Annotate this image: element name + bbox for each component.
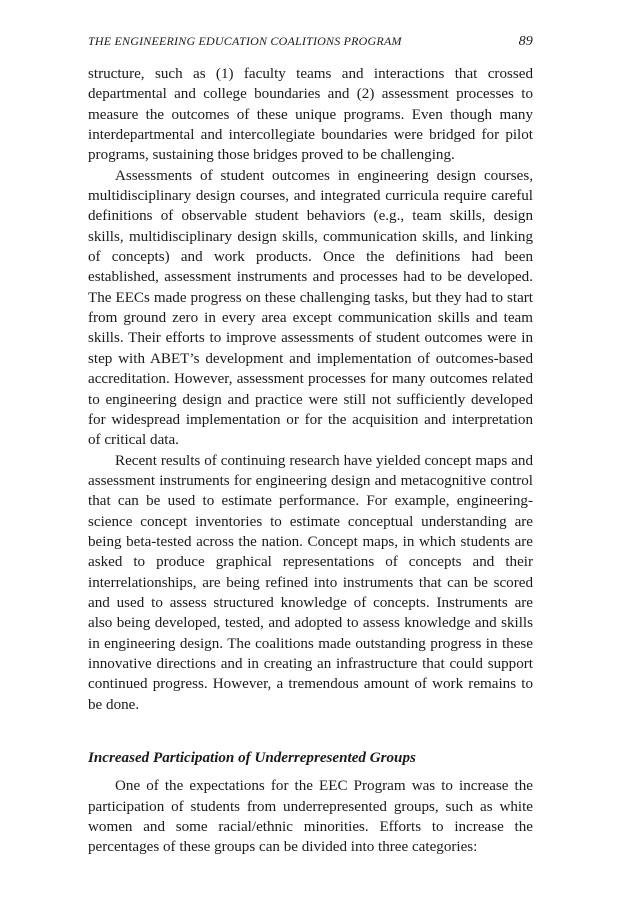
paragraph-recent-results: Recent results of continuing research have yielded concept maps and assessment instruments for engineering design and metacognitive control that can be used to estimate performance. For example, engineering-science concept inventories to estimate conceptual understanding are being beta-tested across the nation. Concept maps, in which students are asked to produce graphical representations of concepts and their interrelationships, are being refined into instruments that can be scored and used to assess structured knowledge of concepts. Instruments are also being developed, tested, and adopted to assess knowledge and skills in engineering design. The coalitions made outstanding progress in these innovative directions and in creating an infrastructure that could support continued progress. However, a tremendous amount of work remains to be done. [88, 452, 533, 713]
body-text [88, 64, 533, 858]
paragraph-assessments: Assessments of student outcomes in engineering design courses, multidisciplinary design courses, and integrated curricula require careful definitions of observable student behaviors (e.g., team skills, design skills, multidisciplinary design skills, communication skills, and linking of concepts) and work products. Once the definitions had been established, assessment instruments and processes had to be developed. The EECs made progress on these challenging tasks, but they had to start from ground zero in every area except communication skills and team skills. Their efforts to improve assessments of student outcomes were in step with ABET’s development and implementation of outcomes-based accreditation. However, assessment processes for many outcomes related to engineering design and practice were still not sufficiently developed for widespread implementation or for the acquisition and interpretation of critical data. [88, 167, 533, 449]
page-number: 89 [518, 34, 533, 49]
paragraph-participation: One of the expectations for the EEC Program was to increase the participation of students from underrepresented groups, such as white women and some racial/ethnic minorities. Efforts to increase the percentages of these groups can be divided into three categories: [88, 778, 533, 856]
section-heading: Increased Participation of Underrepresented Groups [88, 750, 416, 766]
paragraph-continued: structure, such as (1) faculty teams and interactions that crossed departmental and college boundaries and (2) assessment processes to measure the outcomes of these unique programs. Even though many interdepartmental and intercollegiate boundaries were bridged for pilot programs, sustaining those bridges proved to be challenging. [88, 66, 533, 164]
running-header [88, 34, 533, 56]
running-title: THE ENGINEERING EDUCATION COALITIONS PROGRAM [88, 34, 402, 48]
book-page [88, 34, 533, 858]
